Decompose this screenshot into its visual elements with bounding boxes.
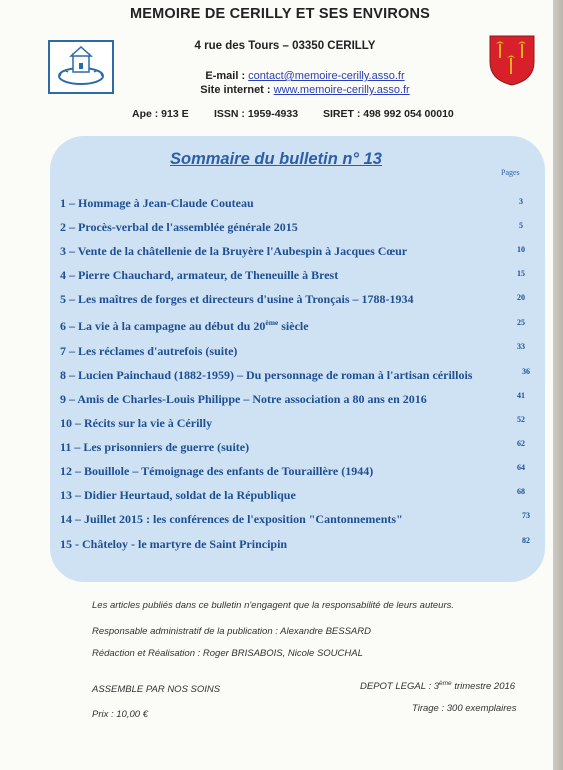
toc-page-number: 20	[517, 293, 525, 302]
toc-page-number: 62	[517, 439, 525, 448]
page-edge	[553, 0, 563, 770]
toc-item: 12 – Bouillole – Témoignage des enfants de Touraillère (1944)	[60, 464, 374, 478]
toc-page-number: 64	[517, 463, 525, 472]
toc-page-number: 3	[519, 197, 523, 206]
toc-page-number: 33	[517, 342, 525, 351]
toc-page-number: 25	[517, 318, 525, 327]
editors-credit: Rédaction et Réalisation : Roger BRISABOIS, Nicole SOUCHAL	[92, 648, 363, 659]
toc-page-number: 68	[517, 487, 525, 496]
toc-item: 11 – Les prisonniers de guerre (suite)	[60, 440, 250, 454]
issn-number: ISSN : 1959-4933	[214, 108, 299, 120]
website-line	[160, 84, 450, 96]
toc-page-number: 73	[522, 511, 530, 520]
association-address: 4 rue des Tours – 03350 CERILLY	[194, 40, 376, 52]
toc-item: 4 – Pierre Chauchard, armateur, de Theneuille à Brest	[60, 268, 339, 282]
email-link[interactable]: contact@memoire-cerilly.asso.fr	[248, 70, 405, 82]
assembly-note: ASSEMBLE PAR NOS SOINS	[92, 684, 221, 695]
pages-column-label: Pages	[501, 168, 520, 177]
toc-item: 9 – Amis de Charles-Louis Philippe – Notre association a 80 ans en 2016	[60, 392, 427, 406]
email-label: E-mail :	[205, 70, 249, 82]
website-label: Site internet :	[200, 84, 274, 96]
toc-page-number: 36	[522, 367, 530, 376]
association-logo-icon	[48, 40, 114, 94]
summary-title: Sommaire du bulletin n° 13	[170, 150, 382, 168]
toc-item: 5 – Les maîtres de forges et directeurs d'usine à Tronçais – 1788-1934	[60, 292, 414, 306]
website-link[interactable]: www.memoire-cerilly.asso.fr	[273, 84, 410, 96]
coat-of-arms-icon	[488, 34, 536, 86]
toc-page-number: 82	[522, 536, 530, 545]
toc-item: 3 – Vente de la châtellenie de la Bruyère l'Aubespin à Jacques Cœur	[60, 244, 408, 258]
association-title: MEMOIRE DE CERILLY ET SES ENVIRONS	[129, 6, 431, 22]
toc-item: 10 – Récits sur la vie à Cérilly	[60, 416, 213, 430]
toc-item: 14 – Juillet 2015 : les conférences de l'exposition "Cantonnements"	[60, 512, 403, 526]
toc-item: 2 – Procès-verbal de l'assemblée générale 2015	[60, 220, 298, 234]
toc-item: 6 – La vie à la campagne au début du 20ème siècle	[60, 318, 309, 333]
toc-item: 13 – Didier Heurtaud, soldat de la République	[60, 488, 296, 502]
toc-page-number: 10	[517, 245, 525, 254]
toc-page-number: 52	[517, 415, 525, 424]
toc-item: 8 – Lucien Painchaud (1882-1959) – Du personnage de roman à l'artisan cérillois	[60, 368, 473, 382]
publication-responsible: Responsable administratif de la publication : Alexandre BESSARD	[92, 626, 371, 637]
toc-item: 1 – Hommage à Jean-Claude Couteau	[60, 196, 254, 210]
toc-page-number: 41	[517, 391, 525, 400]
price: Prix : 10,00 €	[92, 709, 148, 720]
print-run: Tirage : 300 exemplaires	[412, 703, 517, 714]
siret-number: SIRET : 498 992 054 00010	[323, 108, 454, 120]
email-line	[160, 70, 450, 82]
toc-page-number: 15	[517, 269, 525, 278]
ape-code: Ape : 913 E	[132, 108, 189, 120]
disclaimer-text: Les articles publiés dans ce bulletin n'engagent que la responsabilité de leurs auteurs.	[92, 600, 454, 611]
toc-item: 7 – Les réclames d'autrefois (suite)	[60, 344, 238, 358]
toc-item: 15 - Châteloy - le martyre de Saint Principin	[60, 537, 288, 551]
legal-deposit: DEPOT LEGAL : 3ème trimestre 2016	[360, 680, 516, 693]
toc-page-number: 5	[519, 221, 523, 230]
